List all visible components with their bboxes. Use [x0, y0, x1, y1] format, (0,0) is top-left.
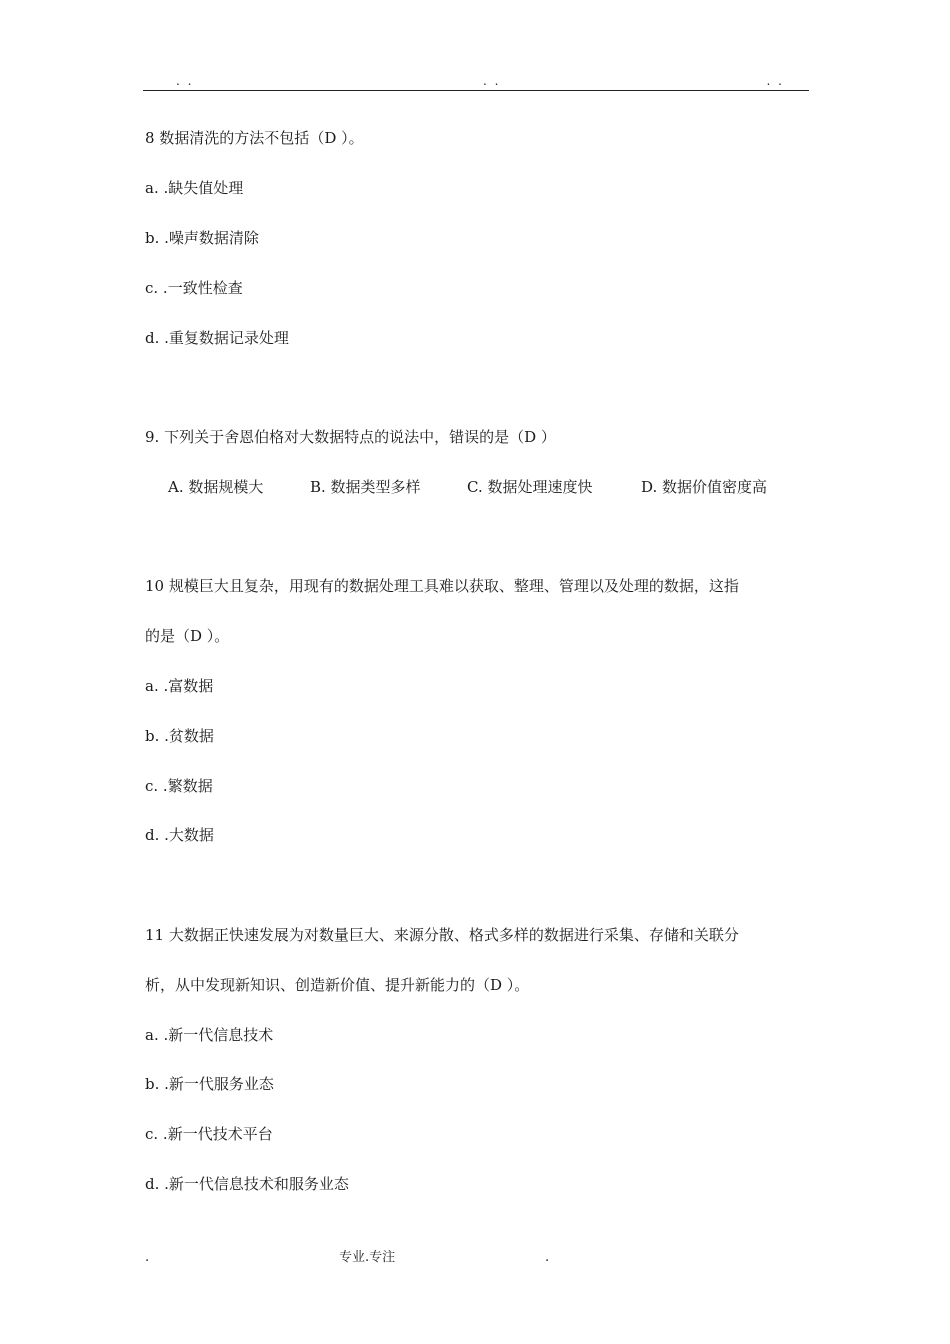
question-11-stem-line-2: 析，从中发现新知识、创造新价值、提升新能力的（D ）。: [145, 976, 530, 994]
question-10-option-c: c. .繁数据: [145, 777, 213, 795]
question-8-option-b: b. .噪声数据清除: [145, 229, 259, 247]
question-9-stem: 9. 下列关于舍恩伯格对大数据特点的说法中，错误的是（D ）: [145, 428, 556, 446]
header-right-mark: . .: [766, 74, 784, 88]
question-8-option-c: c. .一致性检查: [145, 279, 243, 297]
question-8-option-a: a. .缺失值处理: [145, 179, 244, 197]
header-middle-mark: . .: [483, 74, 501, 88]
header-left-mark: . .: [176, 74, 194, 88]
question-10-option-b: b. .贫数据: [145, 727, 214, 745]
question-9-option-c: C. 数据处理速度快: [467, 478, 593, 496]
question-10-stem-line-2: 的是（D ）。: [145, 627, 230, 645]
footer-left-mark: .: [145, 1250, 150, 1265]
question-9-option-a: A. 数据规模大: [168, 478, 264, 496]
question-11-option-c: c. .新一代技术平台: [145, 1125, 273, 1143]
question-11-stem-line-1: 11 大数据正快速发展为对数量巨大、来源分散、格式多样的数据进行采集、存储和关联分: [145, 926, 739, 944]
question-8-stem: 8 数据清洗的方法不包括（D ）。: [145, 129, 364, 147]
page-header: [143, 74, 809, 91]
footer-center-text: 专业.专注: [339, 1250, 396, 1265]
question-8-option-d: d. .重复数据记录处理: [145, 329, 289, 347]
question-11-option-d: d. .新一代信息技术和服务业态: [145, 1175, 349, 1193]
question-11-option-a: a. .新一代信息技术: [145, 1026, 274, 1044]
question-9-option-d: D. 数据价值密度高: [641, 478, 768, 496]
question-10-option-a: a. .富数据: [145, 677, 214, 695]
question-11-option-b: b. .新一代服务业态: [145, 1075, 274, 1093]
question-10-option-d: d. .大数据: [145, 826, 214, 844]
question-9-option-b: B. 数据类型多样: [310, 478, 421, 496]
question-10-stem-line-1: 10 规模巨大且复杂，用现有的数据处理工具难以获取、整理、管理以及处理的数据，这指: [145, 577, 739, 595]
footer-right-mark: .: [545, 1250, 550, 1265]
